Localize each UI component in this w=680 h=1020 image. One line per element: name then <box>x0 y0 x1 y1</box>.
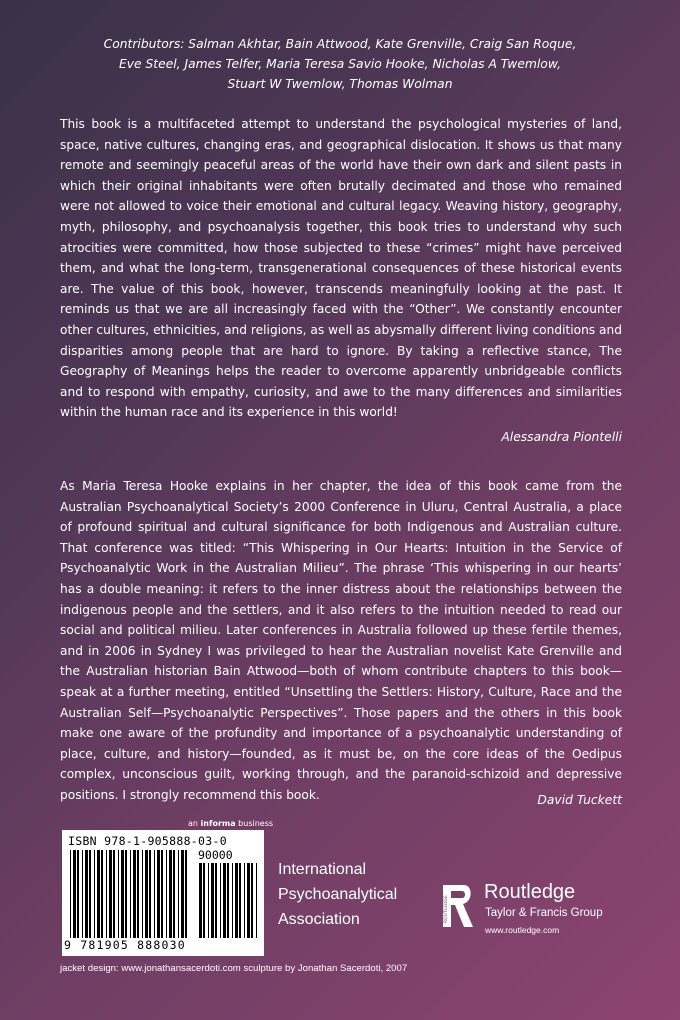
barcode-bar <box>203 863 205 938</box>
contributors-line: Contributors: Salman Akhtar, Bain Attwood, Kate Grenville, Craig San Roque, <box>103 37 577 51</box>
blurb-paragraph-2: As Maria Teresa Hooke explains in her chapter, the idea of this book came from the Australian Psychoanalytical Society’s 2000 Conference in Uluru, Central Australia, a place of profound spiritual and cultural significance for both Indigenous and Australian culture. That conference was titled: “This Whispering in Our Hearts: Intuition in the Service of Psychoanalytic Work in the Australian Milieu”. The phrase ‘This whispering in our hearts’ has a double meaning: it refers to the inner distress about the relationships between the indigenous people and the settlers, and it also refers to the intuition needed to read our social and political milieu. Later conferences in Australia followed up these fertile themes, and in 2006 in Sydney I was privileged to hear the Australian novelist Kate Grenville and the Australian historian Bain Attwood—both of whom contribute chapters to this book—speak at a further meeting, entitled “Unsettling the Settlers: History, Culture, Race and the Australian Self—Psychoanalytic Perspectives”. Those papers and the others in this book make one aware of the profundity and importance of a psychoanalytic understanding of place, culture, and history—founded, as it must be, on the core ideas of the Oedipus complex, unconscious guilt, working through, and the paranoid-schizoid and depressive positions. I strongly recommend this book. <box>60 479 622 802</box>
barcode-bar <box>109 850 112 938</box>
barcode-bar <box>133 850 136 938</box>
blurb-paragraph-1: This book is a multifaceted attempt to understand the psychological mysteries of land, space, native cultures, changing eras, and geographical dislocation. It shows us that many remote and seemingly peaceful areas of the world have their own dark and silent pasts in which their original inhabitants were often brutally decimated and those who remained were not allowed to voice their emotional and cultural legacy. Weaving history, geography, myth, philosophy, and psychoanalysis together, this book tries to understand why such atrocities were committed, how those subjected to these “crimes” might have perceived them, and what the long-term, transgenerational consequences of these historical events are. The value of this book, however, transcends meaningfully looking at the past. It reminds us that we are all increasingly faced with the “Other”. We constantly encounter other cultures, ethnicities, and religions, as well as abysmally different living conditions and disparities among people that are hard to ignore. By taking a reflective stance, The Geography of Meanings helps the reader to overcome apparently unbridgeable conflicts and to respond with empathy, curiosity, and awe to the many differences and similarities within the human race and its experience in this world! <box>60 117 622 420</box>
blurb-author-2: David Tuckett <box>537 793 622 807</box>
barcode-bar <box>85 850 88 938</box>
barcode-bar <box>173 850 175 938</box>
ipa-line: Association <box>278 911 360 928</box>
barcode-bar <box>154 850 155 938</box>
barcode-bar <box>121 850 124 938</box>
blurb-author-1: Alessandra Piontelli <box>501 430 622 444</box>
barcode-bar <box>101 850 103 938</box>
contributors-line: Eve Steel, James Telfer, Maria Teresa Savio Hooke, Nicholas A Twemlow, <box>118 57 561 71</box>
barcode-bar <box>166 850 167 938</box>
barcode-bar <box>244 863 245 938</box>
publisher-name: Routledge <box>484 881 576 903</box>
ipa-line: International <box>278 861 367 878</box>
routledge-logo-text: ROUTLEDGE <box>444 895 449 923</box>
price-code: 90000 <box>198 848 233 862</box>
ean-barcode-bars <box>68 850 192 938</box>
barcode-bar <box>223 863 226 938</box>
barcode-bar <box>125 850 127 938</box>
isbn-barcode <box>62 830 264 956</box>
barcode-bar <box>181 850 184 938</box>
jacket-credit: jacket design: www.jonathansacerdoti.com sculpture by Jonathan Sacerdoti, 2007 <box>60 963 408 974</box>
barcode-bar <box>149 850 151 938</box>
routledge-logo-icon <box>440 883 476 929</box>
ipa-name <box>278 857 397 932</box>
barcode-bar <box>89 850 91 938</box>
barcode-bar <box>97 850 100 938</box>
contributors-list <box>60 34 620 94</box>
barcode-bar <box>211 863 214 938</box>
barcode-bar <box>239 863 241 938</box>
barcode-bar <box>73 850 76 938</box>
contributors-line: Stuart W Twemlow, Thomas Wolman <box>227 77 453 91</box>
barcode-bar <box>199 863 202 938</box>
barcode-bar <box>106 850 107 938</box>
publisher-url: www.routledge.com <box>485 925 560 935</box>
barcode-bar <box>208 863 209 938</box>
barcode-bar <box>118 850 119 938</box>
barcode-bar <box>215 863 217 938</box>
barcode-bar <box>169 850 172 938</box>
barcode-bar <box>232 863 233 938</box>
barcode-bar <box>178 850 179 938</box>
barcode-bar <box>94 850 95 938</box>
informa-tagline <box>188 819 273 828</box>
barcode-bar <box>220 863 221 938</box>
barcode-bar <box>142 850 143 938</box>
barcode-bar <box>157 850 160 938</box>
price-barcode-bars <box>197 863 259 938</box>
barcode-bar <box>161 850 163 938</box>
barcode-bar <box>130 850 131 938</box>
isbn-label: ISBN 978-1-905888-03-0 <box>68 834 227 848</box>
informa-suffix: business <box>238 819 274 828</box>
barcode-bar <box>137 850 139 938</box>
ean-digits: 9 781905 888030 <box>64 938 186 952</box>
barcode-bar <box>185 850 187 938</box>
barcode-bar <box>70 850 71 938</box>
barcode-bar <box>82 850 83 938</box>
barcode-bar <box>227 863 229 938</box>
barcode-bar <box>256 863 257 938</box>
barcode-bar <box>77 850 79 938</box>
ipa-line: Psychoanalytical <box>278 886 398 903</box>
barcode-bar <box>247 863 250 938</box>
informa-brand: informa <box>200 819 236 828</box>
barcode-bar <box>251 863 253 938</box>
barcode-bar <box>235 863 238 938</box>
informa-prefix: an <box>188 819 198 828</box>
barcode-bar <box>145 850 148 938</box>
publisher-group: Taylor & Francis Group <box>485 907 603 919</box>
barcode-bar <box>113 850 115 938</box>
